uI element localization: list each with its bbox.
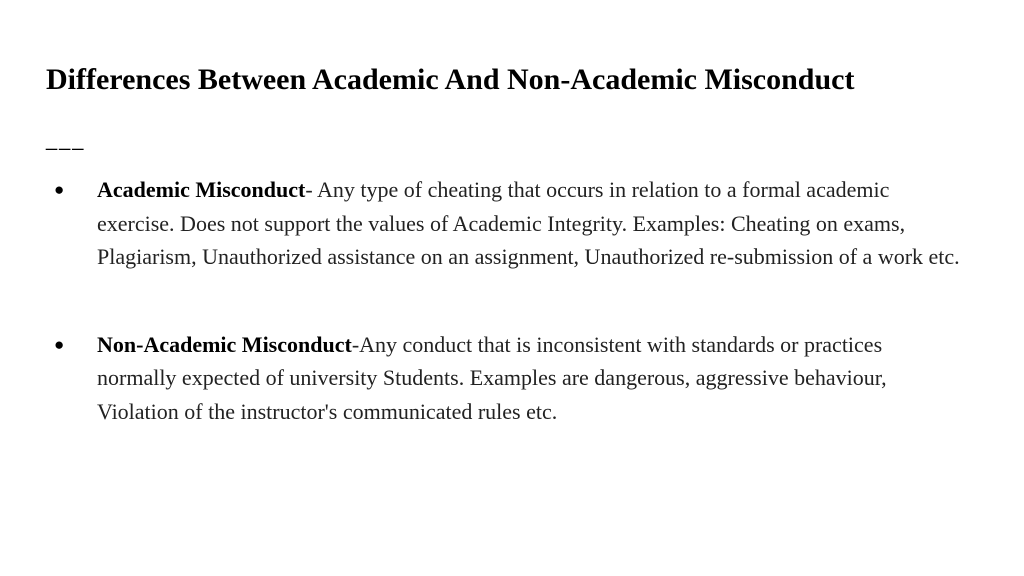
- slide-title: Differences Between Academic And Non-Academic Misconduct: [46, 63, 855, 96]
- title-divider: ___: [46, 129, 86, 151]
- bullet-list: [0, 173, 1024, 428]
- bullet-description: -Any conduct that is inconsistent with standards or practices normally expected of university Students. Examples are dangerous, aggressive behaviour, Violation of the instructor's communicated rules etc.: [97, 331, 887, 424]
- bullet-icon: ●: [54, 180, 65, 199]
- bullet-item-academic-misconduct: [0, 173, 1024, 274]
- bullet-icon: ●: [54, 334, 65, 354]
- bullet-term: Academic Misconduct: [97, 177, 306, 202]
- bullet-item-non-academic-misconduct: [0, 328, 1024, 429]
- bullet-term: Non-Academic Misconduct: [97, 331, 352, 357]
- bullet-description: - Any type of cheating that occurs in relation to a formal academic exercise. Does not support the values of Academic Integrity. Examples: Cheating on exams, Plagiarism, Unauthorized assistance on an assignment, Unauthorized re-submission of a work etc.: [97, 177, 960, 269]
